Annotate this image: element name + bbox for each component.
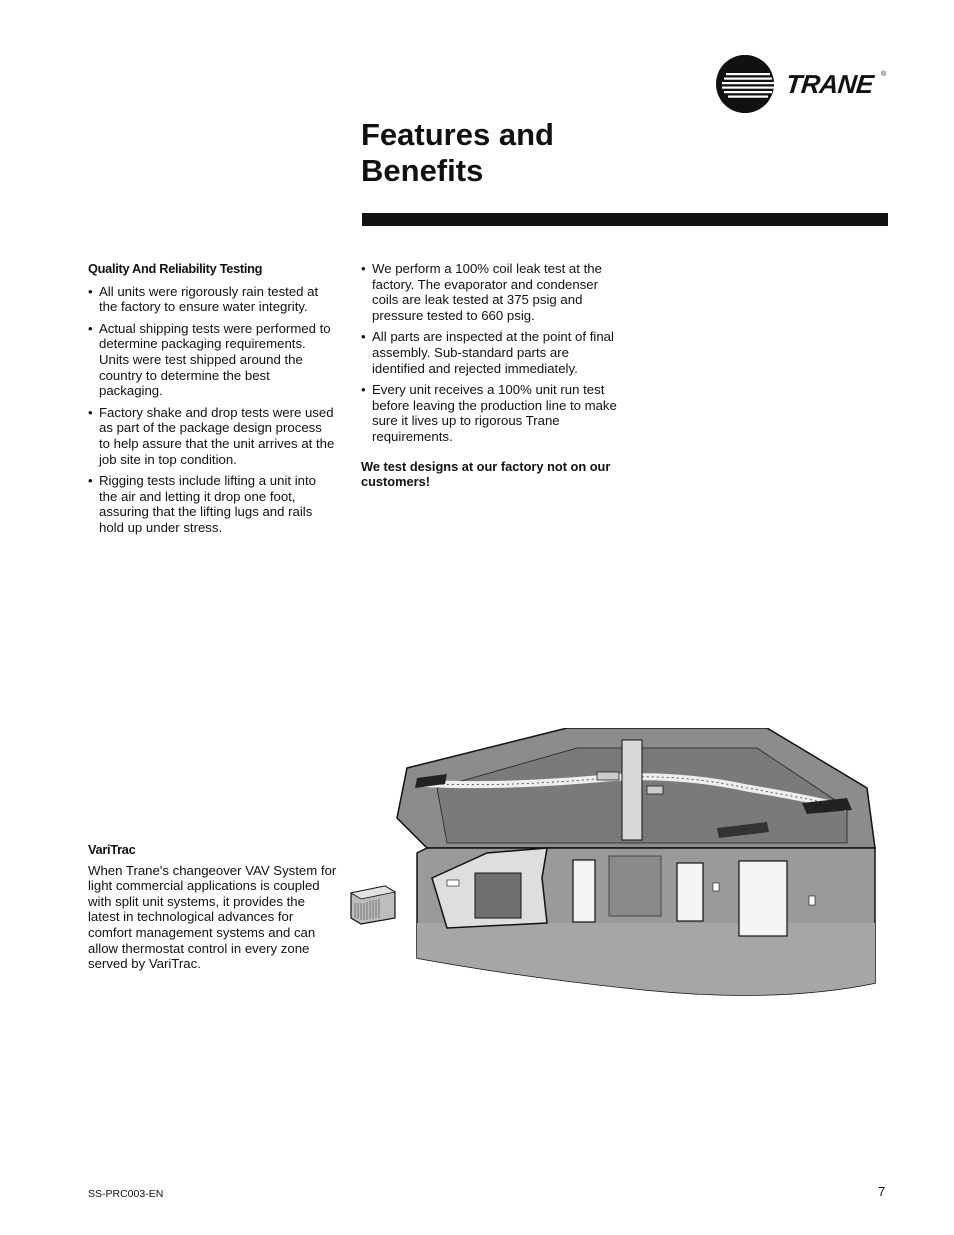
trane-logo <box>716 55 891 115</box>
page-title-line-2: Benefits <box>361 153 484 188</box>
quality-section <box>88 261 336 542</box>
varitrac-section <box>88 842 338 972</box>
list-item: • Actual shipping tests were performed to determine packaging requirements. Units were test shipped around the country to determine the best packaging. <box>88 321 336 399</box>
page-title-line-1: Features and <box>361 117 554 152</box>
page-title <box>361 117 554 189</box>
list-item: • All parts are inspected at the point of final assembly. Sub-standard parts are identified and rejected immediately. <box>361 329 617 376</box>
title-rule-bar <box>362 213 888 226</box>
list-item: • All units were rigorously rain tested at the factory to ensure water integrity. <box>88 284 336 315</box>
list-item: • Rigging tests include lifting a unit into the air and letting it drop one foot, assuring that the lifting lugs and rails hold up under stress. <box>88 473 336 535</box>
trane-circle-icon <box>716 55 774 113</box>
list-item: • Factory shake and drop tests were used as part of the package design process to help assure that the unit arrives at the job site in top condition. <box>88 405 336 467</box>
testing-list <box>361 261 617 445</box>
testing-section <box>361 261 617 490</box>
quality-list <box>88 284 336 536</box>
varitrac-heading: VariTrac <box>88 842 136 857</box>
quality-heading: Quality And Reliability Testing <box>88 261 263 276</box>
testing-note: We test designs at our factory not on our customers! <box>361 458 611 490</box>
list-item: • Every unit receives a 100% unit run test before leaving the production line to make sure it lives up to rigorous Trane requirements. <box>361 382 617 444</box>
footer-document-id: SS-PRC003-EN <box>88 1188 164 1200</box>
varitrac-building-illustration <box>347 728 877 1000</box>
list-item: • We perform a 100% coil leak test at the factory. The evaporator and condenser coils are leak tested at 375 psig and pressure tested to 660 psig. <box>361 261 617 323</box>
footer-page-number: 7 <box>878 1184 886 1199</box>
registered-mark: ® <box>881 71 887 78</box>
trane-wordmark: TRANE <box>784 69 875 99</box>
varitrac-body: When Trane's changeover VAV System for light commercial applications is coupled with split unit systems, it provides the latest in technological advances for comfort management systems and can allow thermostat control in every zone served by VariTrac. <box>88 862 337 972</box>
